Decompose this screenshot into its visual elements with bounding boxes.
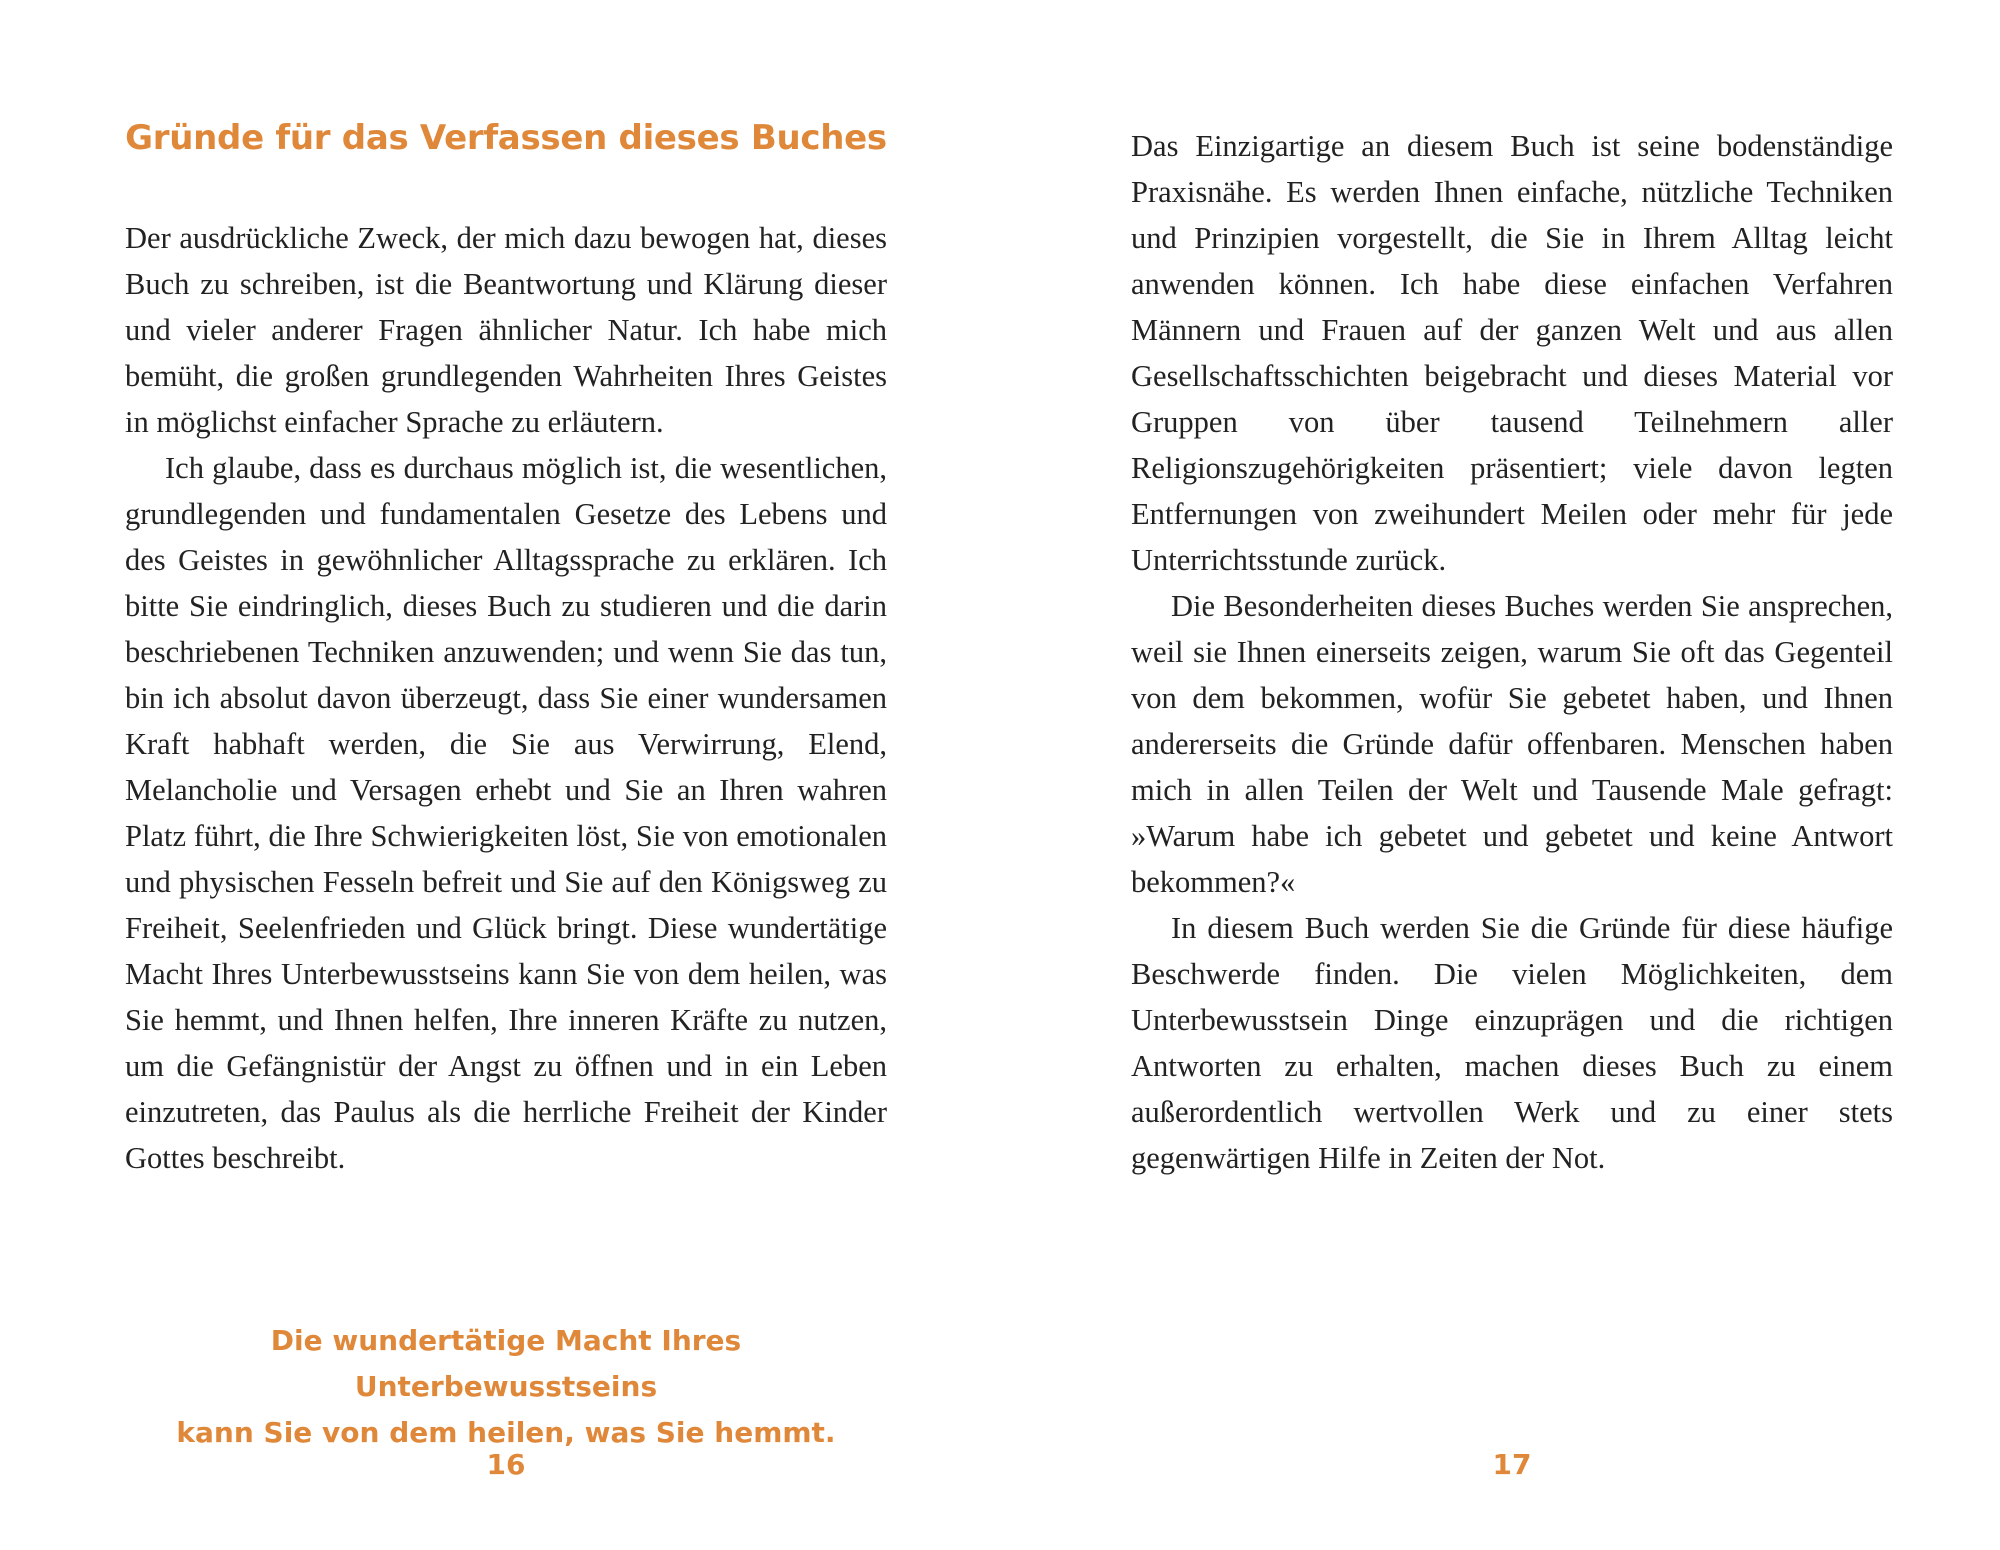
pullquote	[125, 1318, 887, 1456]
paragraph: Die Besonderheiten dieses Buches werden Sie ansprechen, weil sie Ihnen einerseits zeigen, warum Sie oft das Gegenteil von dem bekommen, wofür Sie gebetet haben, und Ihnen andererseits die Gründe dafür offenbaren. Menschen haben mich in allen Teilen der Welt und Tausende Male gefragt: »Warum habe ich gebetet und gebetet und keine Antwort bekommen?«	[1131, 589, 1893, 899]
page-number-left: 16	[486, 1448, 526, 1481]
left-body-text	[125, 215, 887, 1181]
right-body-text	[1131, 123, 1893, 1181]
paragraph: Der ausdrückliche Zweck, der mich dazu bewogen hat, dieses Buch zu schreiben, ist die Beantwortung und Klärung dieser und vieler anderer Fragen ähnlicher Natur. Ich habe mich bemüht, die großen grundlegenden Wahrheiten Ihres Geistes in möglichst einfacher Sprache zu erläutern.	[125, 221, 887, 439]
right-page	[1131, 0, 1893, 1550]
pullquote-line: kann Sie von dem heilen, was Sie hemmt.	[176, 1416, 836, 1449]
section-heading: Gründe für das Verfassen dieses Buches	[125, 118, 887, 158]
paragraph: Ich glaube, dass es durchaus möglich ist, die wesentlichen, grundlegenden und fundamentalen Gesetze des Lebens und des Geistes in gewöhnlicher Alltagssprache zu erklären. Ich bitte Sie eindringlich, dieses Buch zu studieren und die darin beschriebenen Techniken anzuwenden; und wenn Sie das tun, bin ich absolut davon überzeugt, dass Sie einer wundersamen Kraft habhaft werden, die Sie aus Verwirrung, Elend, Melancholie und Versagen erhebt und Sie an Ihren wahren Platz führt, die Ihre Schwierigkeiten löst, Sie von emotionalen und physischen Fesseln befreit und Sie auf den Königsweg zu Freiheit, Seelenfrieden und Glück bringt. Diese wundertätige Macht Ihres Unterbewusstseins kann Sie von dem heilen, was Sie hemmt, und Ihnen helfen, Ihre inneren Kräfte zu nutzen, um die Gefängnistür der Angst zu öffnen und in ein Leben einzutreten, das Paulus als die herrliche Freiheit der Kinder Gottes beschreibt.	[125, 451, 887, 1175]
paragraph: Das Einzigartige an diesem Buch ist seine bodenständige Praxisnähe. Es werden Ihnen einfache, nützliche Techniken und Prinzipien vorgestellt, die Sie in Ihrem Alltag leicht anwenden können. Ich habe diese einfachen Verfahren Männern und Frauen auf der ganzen Welt und aus allen Gesellschaftsschichten beigebracht und dieses Material vor Gruppen von über tausend Teilnehmern aller Religionszugehörigkeiten präsentiert; viele davon legten Entfernungen von zweihundert Meilen oder mehr für jede Unterrichtsstunde zurück.	[1131, 129, 1893, 577]
pullquote-line: Die wundertätige Macht Ihres Unterbewusstseins	[270, 1324, 742, 1403]
page-number-right: 17	[1492, 1448, 1532, 1481]
left-page	[125, 0, 887, 1550]
paragraph: In diesem Buch werden Sie die Gründe für diese häufige Beschwerde finden. Die vielen Möglichkeiten, dem Unterbewusstsein Dinge einzuprägen und die richtigen Antworten zu erhalten, machen dieses Buch zu einem außerordentlich wertvollen Werk und zu einer stets gegenwärtigen Hilfe in Zeiten der Not.	[1131, 911, 1893, 1175]
